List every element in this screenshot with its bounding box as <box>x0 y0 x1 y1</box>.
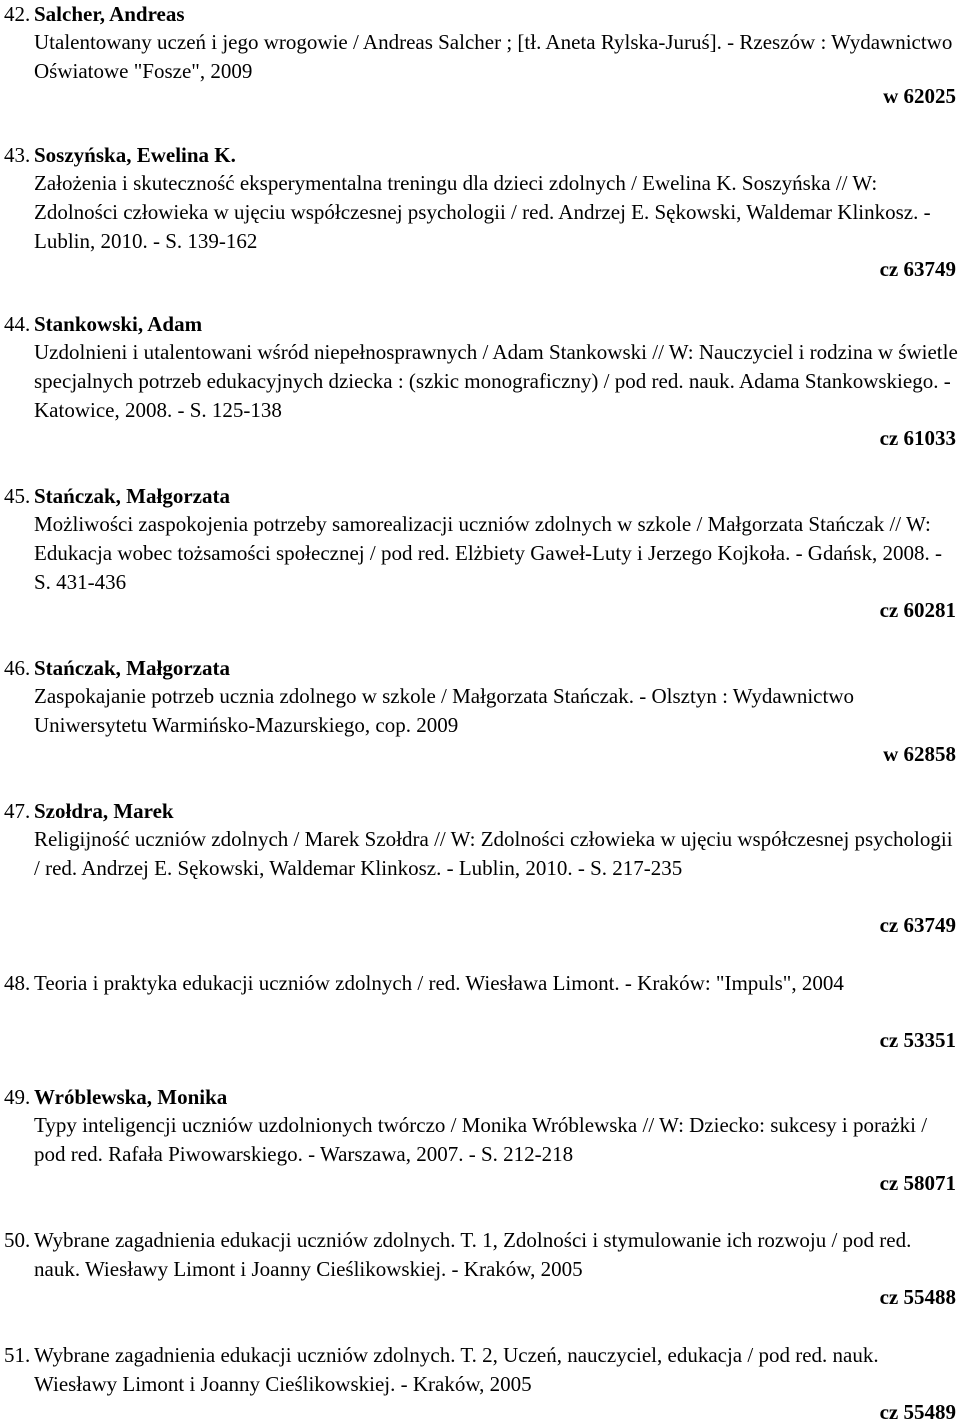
entry-number: 43. <box>4 143 31 167</box>
entry-description: Religijność uczniów zdolnych / Marek Szołdra // W: Zdolności człowieka w ujęciu współczesnej psychologii / red. Andrzej E. Sękowski, Waldemar Klinkosz. - Lublin, 2010. - S. 217-235 <box>34 827 953 880</box>
entry-call-number: cz 55489 <box>879 1400 956 1424</box>
entry-call-number: w 62025 <box>883 84 956 108</box>
entry-description: Uzdolnieni i utalentowani wśród niepełnosprawnych / Adam Stankowski // W: Nauczyciel i rodzina w świetle specjalnych potrzeb edukacyjnych dziecka : (szkic monograficzny) / pod red. nauk. Adama Stankowskiego. - Katowice, 2008. - S. 125-138 <box>34 340 958 422</box>
entry-description: Założenia i skuteczność eksperymentalna treningu dla dzieci zdolnych / Ewelina K. Soszyńska // W: Zdolności człowieka w ujęciu współczesnej psychologii / red. Andrzej E. Sękowski, Waldemar Klinkosz. - Lublin, 2010. - S. 139-162 <box>34 171 931 253</box>
entry-call-number: cz 61033 <box>879 426 956 450</box>
entry-number: 50. <box>4 1228 31 1252</box>
entry-call-number: cz 55488 <box>879 1285 956 1309</box>
entry-author: Stankowski, Adam <box>34 312 203 336</box>
entry-number: 42. <box>4 2 31 26</box>
entry-call-number: cz 63749 <box>879 913 956 937</box>
entry-author: Szołdra, Marek <box>34 799 174 823</box>
entry-number: 46. <box>4 656 31 680</box>
entry-description: Wybrane zagadnienia edukacji uczniów zdolnych. T. 2, Uczeń, nauczyciel, edukacja / pod red. nauk. Wiesławy Limont i Joanny Cieślikowskiej. - Kraków, 2005 <box>34 1343 879 1396</box>
entry-number: 51. <box>4 1343 31 1367</box>
entry-author: Wróblewska, Monika <box>34 1085 228 1109</box>
entry-number: 44. <box>4 312 31 336</box>
entry-description: Możliwości zaspokojenia potrzeby samorealizacji uczniów zdolnych w szkole / Małgorzata Stańczak // W: Edukacja wobec tożsamości społecznej / pod red. Elżbiety Gaweł-Luty i Jerzego Kojkoła. - Gdańsk, 2008. - S. 431-436 <box>34 512 942 594</box>
entry-author: Stańczak, Małgorzata <box>34 656 230 680</box>
entry-number: 47. <box>4 799 31 823</box>
entry-number: 49. <box>4 1085 31 1109</box>
entry-author: Salcher, Andreas <box>34 2 185 26</box>
entry-call-number: w 62858 <box>883 742 956 766</box>
entry-number: 48. <box>4 971 31 995</box>
entry-call-number: cz 58071 <box>879 1171 956 1195</box>
entry-call-number: cz 60281 <box>879 598 956 622</box>
entry-description: Typy inteligencji uczniów uzdolnionych twórczo / Monika Wróblewska // W: Dziecko: sukcesy i porażki / pod red. Rafała Piwowarskiego. - Warszawa, 2007. - S. 212-218 <box>34 1113 928 1166</box>
entry-call-number: cz 53351 <box>879 1028 956 1052</box>
entry-number: 45. <box>4 484 31 508</box>
entry-author: Soszyńska, Ewelina K. <box>34 143 236 167</box>
entry-description: Teoria i praktyka edukacji uczniów zdolnych / red. Wiesława Limont. - Kraków: "Impuls", 2004 <box>34 971 844 995</box>
entry-call-number: cz 63749 <box>879 257 956 281</box>
entry-description: Wybrane zagadnienia edukacji uczniów zdolnych. T. 1, Zdolności i stymulowanie ich rozwoju / pod red. nauk. Wiesławy Limont i Joanny Cieślikowskiej. - Kraków, 2005 <box>34 1228 912 1281</box>
entry-author: Stańczak, Małgorzata <box>34 484 230 508</box>
entry-description: Utalentowany uczeń i jego wrogowie / Andreas Salcher ; [tł. Aneta Rylska-Juruś]. - Rzeszów : Wydawnictwo Oświatowe "Fosze", 2009 <box>34 30 953 83</box>
entry-description: Zaspokajanie potrzeb ucznia zdolnego w szkole / Małgorzata Stańczak. - Olsztyn : Wydawnictwo Uniwersytetu Warmińsko-Mazurskiego, cop. 2009 <box>34 684 854 737</box>
